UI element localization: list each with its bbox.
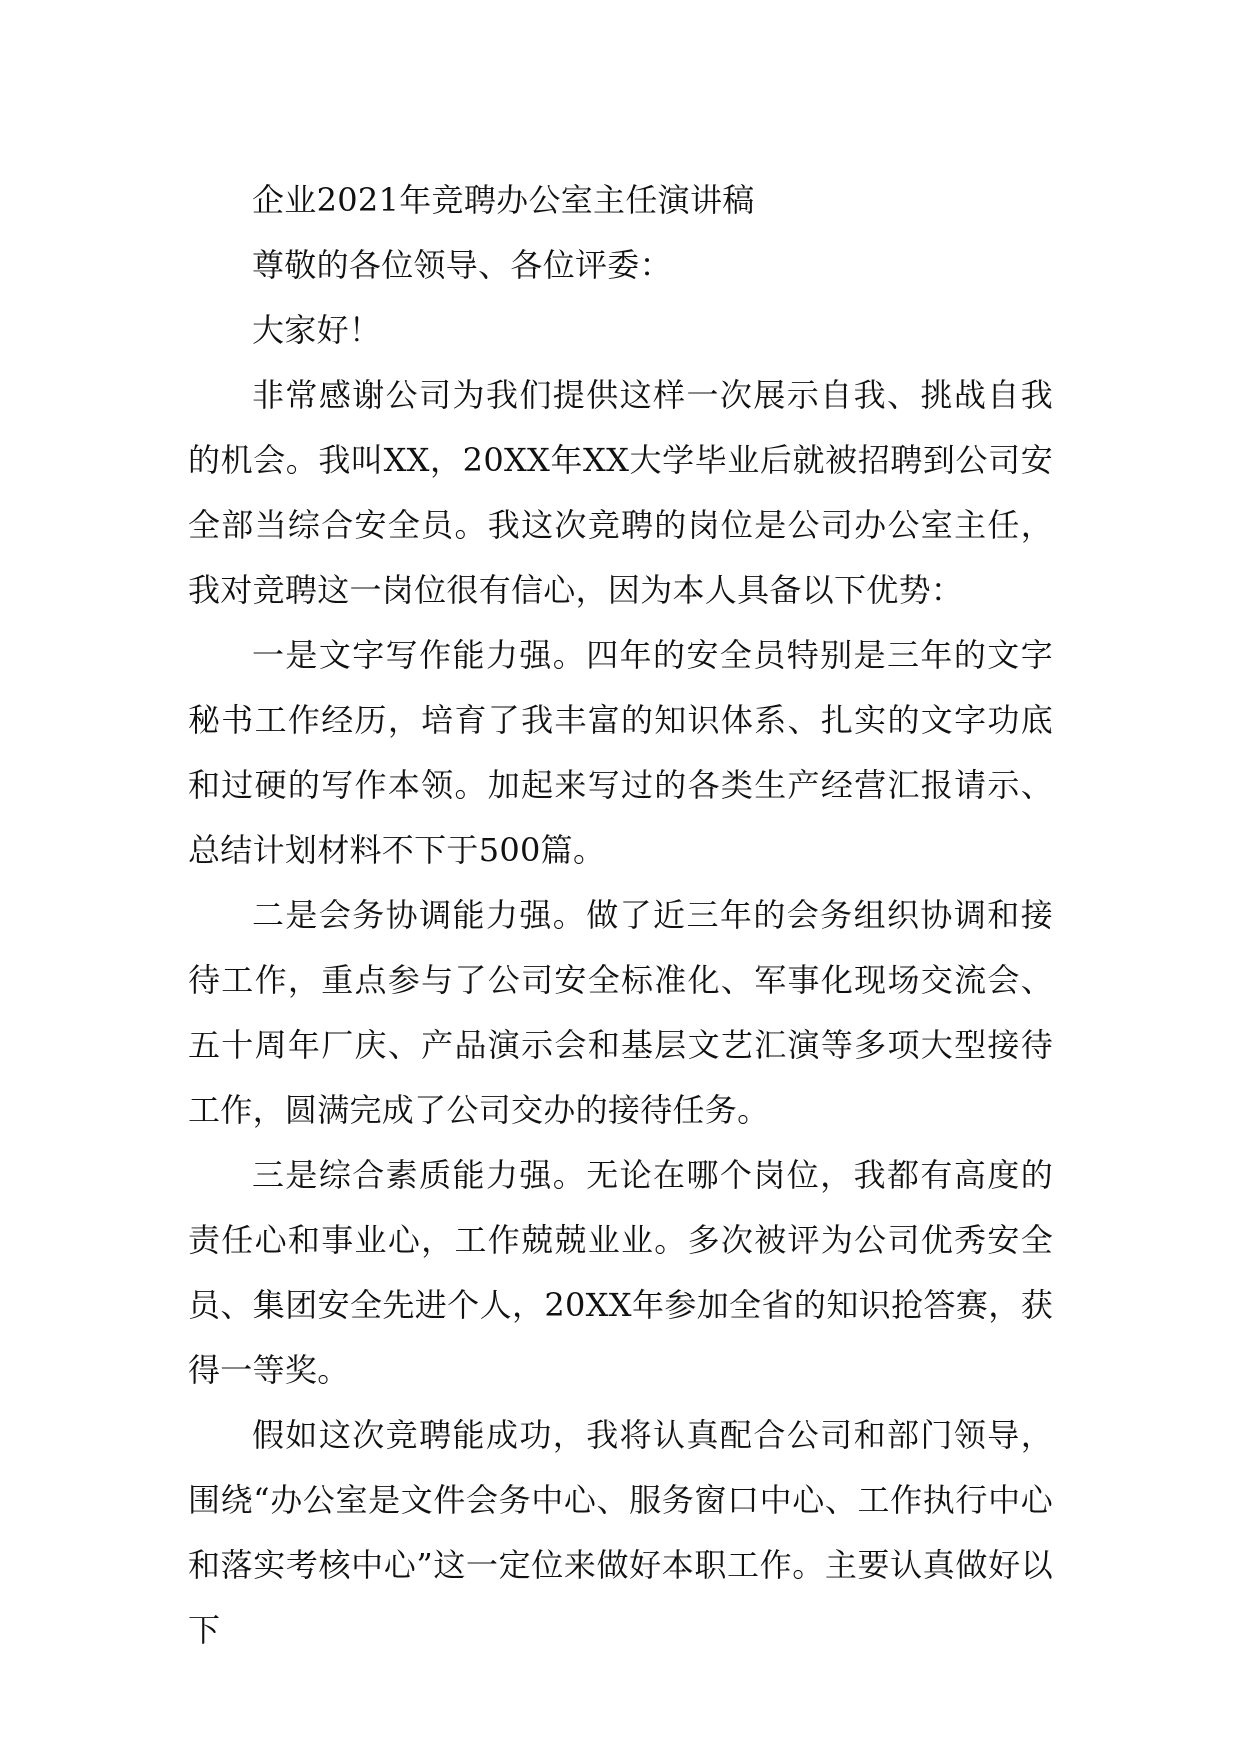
- paragraph-overall-quality: 三是综合素质能力强。无论在哪个岗位，我都有高度的责任心和事业心，工作兢兢业业。多次被评为公司优秀安全员、集团安全先进个人，20XX年参加全省的知识抢答赛，获得一等奖。: [188, 1156, 1053, 1389]
- paragraph-coordination-ability: 二是会务协调能力强。做了近三年的会务组织协调和接待工作，重点参与了公司安全标准化、军事化现场交流会、五十周年厂庆、产品演示会和基层文艺汇演等多项大型接待工作，圆满完成了公司交办的接待任务。: [188, 896, 1053, 1129]
- salutation: 尊敬的各位领导、各位评委：: [252, 246, 672, 284]
- greeting: 大家好！: [252, 311, 382, 349]
- paragraph-writing-ability: 一是文字写作能力强。四年的安全员特别是三年的文字秘书工作经历，培育了我丰富的知识体系、扎实的文字功底和过硬的写作本领。加起来写过的各类生产经营汇报请示、总结计划材料不下于500篇。: [188, 636, 1053, 869]
- document-body: [188, 168, 1053, 1663]
- paragraph-intro: 非常感谢公司为我们提供这样一次展示自我、挑战自我的机会。我叫XX，20XX年XX大学毕业后就被招聘到公司安全部当综合安全员。我这次竞聘的岗位是公司办公室主任，我对竞聘这一岗位很有信心，因为本人具备以下优势：: [188, 376, 1053, 609]
- paragraph-plan: 假如这次竞聘能成功，我将认真配合公司和部门领导，围绕“办公室是文件会务中心、服务窗口中心、工作执行中心和落实考核中心”这一定位来做好本职工作。主要认真做好以下: [188, 1416, 1053, 1649]
- document-title: 企业2021年竞聘办公室主任演讲稿: [252, 181, 755, 219]
